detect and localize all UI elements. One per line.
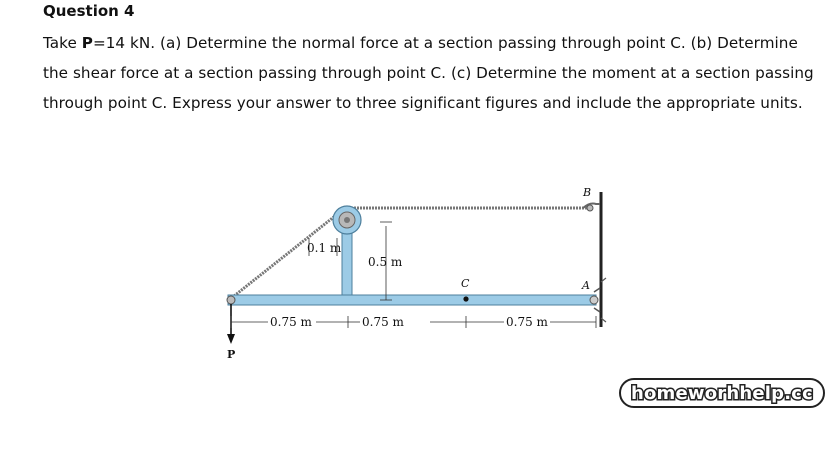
hook-b-eye <box>587 205 593 211</box>
watermark-logo <box>619 378 825 408</box>
question-body-rest: =14 kN. (a) Determine the normal force at a section passing through point C. (b) Determine the shear force at a section passing through point C. (c) Determine the moment at a section passing through point C. Express your answer to three significant figures and include the appropriate units. <box>43 34 814 112</box>
question-take: Take <box>43 34 82 52</box>
cable-diagonal <box>234 216 335 296</box>
point-c-marker <box>463 296 468 301</box>
load-arrow-head <box>227 334 235 344</box>
label-b: B <box>583 186 592 199</box>
label-p: P <box>227 348 236 361</box>
dim-radius-label: 0.1 m <box>307 241 342 255</box>
load-symbol: P <box>81 34 93 52</box>
watermark-text: homeworhhelp.cc <box>630 382 814 404</box>
left-pin <box>227 296 235 304</box>
horizontal-beam <box>228 295 596 305</box>
dim-seg3-label: 0.75 m <box>506 315 548 329</box>
question-title: Question 4 <box>43 2 135 20</box>
dim-height-label: 0.5 m <box>368 255 403 269</box>
support-a-pin <box>590 296 598 304</box>
label-c: C <box>461 277 470 290</box>
label-a: A <box>582 279 590 292</box>
pulley-pin <box>344 217 350 223</box>
dim-seg1-label: 0.75 m <box>270 315 312 329</box>
dim-seg2-label: 0.75 m <box>362 315 404 329</box>
